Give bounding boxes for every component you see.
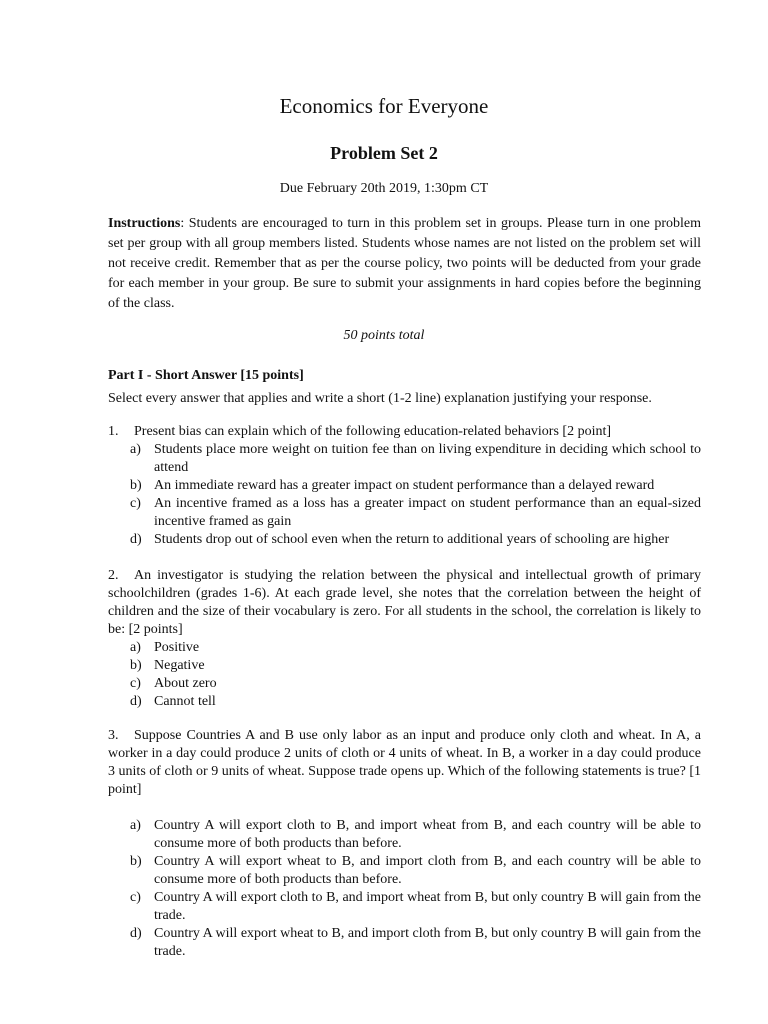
option-text: An immediate reward has a greater impact on student performance than a delayed reward [154, 478, 655, 493]
answer-option [108, 657, 701, 675]
option-letter: a) [130, 640, 141, 655]
option-text: Country A will export cloth to B, and import wheat from B, and each country will be able to consume more of both products than before. [154, 818, 701, 851]
option-text: Students place more weight on tuition fee than on living expenditure in deciding which school to attend [154, 442, 701, 475]
points-total: 50 points total [343, 328, 425, 343]
instructions-label: Instructions [108, 216, 181, 231]
part-instructions: Select every answer that applies and write a short (1-2 line) explanation justifying your response. [108, 391, 652, 406]
instructions-text: : Students are encouraged to turn in this problem set in groups. Please turn in one problem set per group with all group members listed. Students whose names are not listed on the problem set will not receive credit. Remember that as per the course policy, two points will be deducted from your grade for each member in your group. Be sure to submit your assignments in hard copies before the beginning of the class. [108, 216, 701, 311]
answer-options [108, 817, 701, 961]
question-stem [108, 567, 701, 639]
question-3 [108, 727, 701, 961]
answer-option [108, 639, 701, 657]
question-number: 3. [108, 728, 119, 743]
option-text: Negative [154, 658, 205, 673]
option-text: Country A will export wheat to B, and import cloth from B, but only country B will gain from the trade. [154, 926, 701, 959]
answer-option [108, 853, 701, 889]
answer-option [108, 675, 701, 693]
answer-option [108, 495, 701, 531]
question-stem [108, 423, 701, 441]
option-letter: d) [130, 532, 142, 547]
question-1 [108, 423, 701, 549]
part-heading: Part I - Short Answer [15 points] [108, 368, 304, 383]
option-text: About zero [154, 676, 217, 691]
option-letter: a) [130, 442, 141, 457]
option-letter: b) [130, 854, 142, 869]
answer-option [108, 693, 701, 711]
option-letter: b) [130, 658, 142, 673]
option-text: Cannot tell [154, 694, 216, 709]
instructions-paragraph [108, 214, 701, 314]
answer-option [108, 531, 701, 549]
answer-option [108, 889, 701, 925]
question-number: 2. [108, 568, 119, 583]
option-letter: c) [130, 496, 141, 511]
option-text: An incentive framed as a loss has a greater impact on student performance than an equal-sized incentive framed as gain [154, 496, 701, 529]
option-letter: c) [130, 890, 141, 905]
answer-option [108, 441, 701, 477]
option-text: Country A will export cloth to B, and import wheat from B, but only country B will gain from the trade. [154, 890, 701, 923]
option-letter: a) [130, 818, 141, 833]
option-letter: d) [130, 926, 142, 941]
problem-set-title: Problem Set 2 [330, 143, 438, 163]
option-text: Positive [154, 640, 200, 655]
option-letter: c) [130, 676, 141, 691]
answer-option [108, 817, 701, 853]
document-title: Economics for Everyone [279, 94, 489, 118]
question-text: Present bias can explain which of the following education-related behaviors [2 point] [134, 424, 612, 439]
question-stem [108, 727, 701, 799]
option-letter: b) [130, 478, 142, 493]
due-date: Due February 20th 2019, 1:30pm CT [279, 181, 489, 196]
option-letter: d) [130, 694, 142, 709]
answer-options [108, 441, 701, 549]
option-text: Country A will export wheat to B, and import cloth from B, and each country will be able to consume more of both products than before. [154, 854, 701, 887]
option-text: Students drop out of school even when the return to additional years of schooling are higher [154, 532, 670, 547]
question-number: 1. [108, 424, 119, 439]
question-text: Suppose Countries A and B use only labor as an input and produce only cloth and wheat. In A, a worker in a day could produce 2 units of cloth or 4 units of wheat. In B, a worker in a day could produce 3 units of cloth or 9 units of wheat. Suppose trade opens up. Which of the following statements is true? [1 point] [108, 728, 701, 797]
answer-option [108, 477, 701, 495]
answer-options [108, 639, 701, 711]
question-2 [108, 567, 701, 711]
answer-option [108, 925, 701, 961]
question-text: An investigator is studying the relation between the physical and intellectual growth of primary schoolchildren (grades 1-6). At each grade level, she notes that the correlation between the height of children and the size of their vocabulary is zero. For all students in the school, the correlation is likely to be: [2 points] [108, 568, 701, 637]
